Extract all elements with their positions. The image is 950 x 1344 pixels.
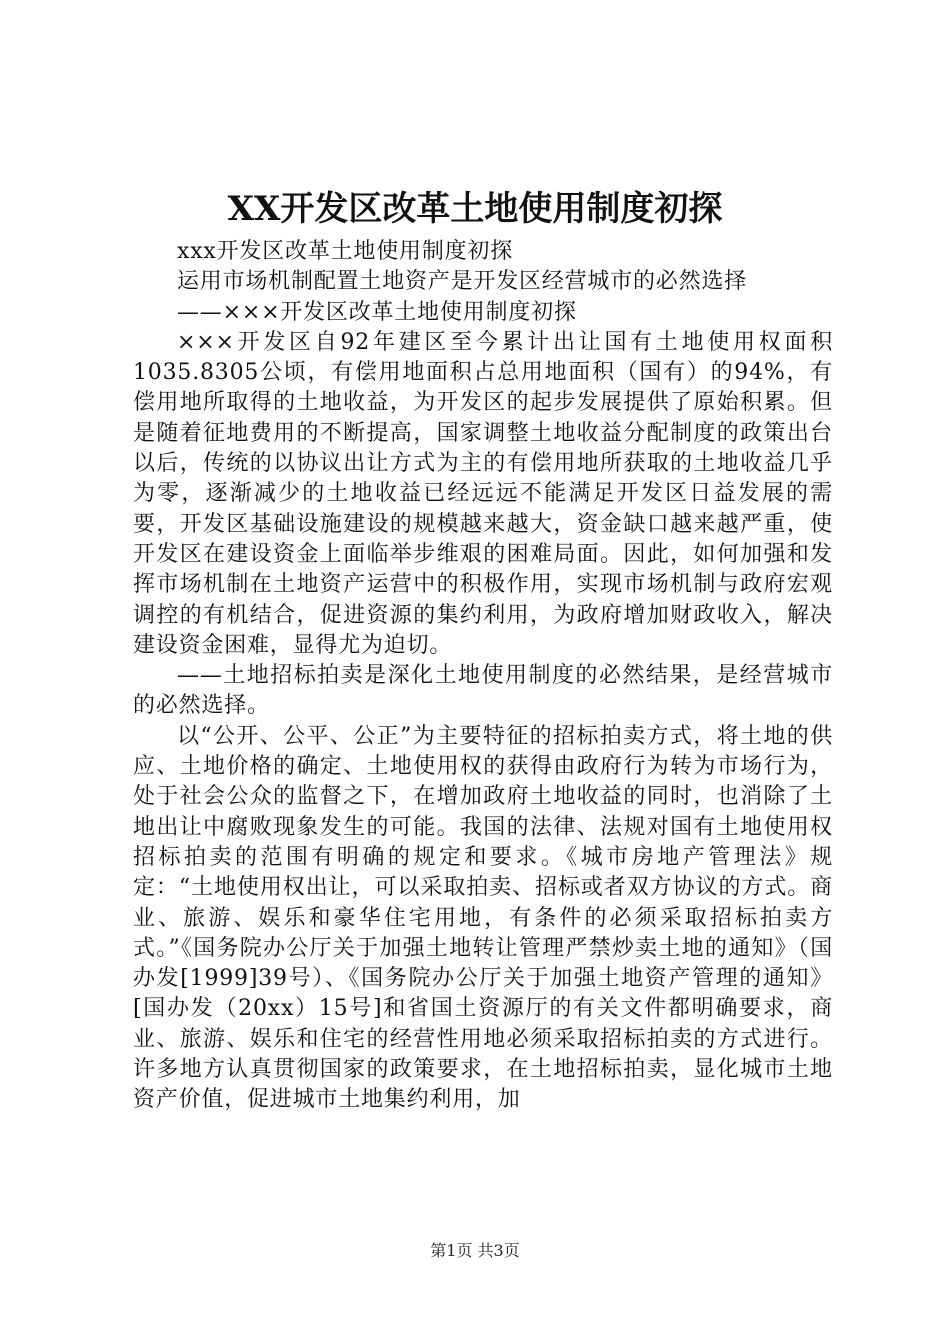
paragraph: 以“公开、公平、公正”为主要特征的招标拍卖方式，将土地的供应、土地价格的确定、土地使用权的获得由政府行为转为市场行为，处于社会公众的监督之下，在增加政府土地收益的同时，也消除了土地出让中腐败现象发生的可能。我国的法律、法规对国有土地使用权招标拍卖的范围有明确的规定和要求。《城市房地产管理法》规定：“土地使用权出让，可以采取拍卖、招标或者双方协议的方式。商业、旅游、娱乐和豪华住宅用地，有条件的必须采取招标拍卖方式。”《国务院办公厅关于加强土地转让管理严禁炒卖土地的通知》（国办发[1999]39号）、《国务院办公厅关于加强土地资产管理的通知》[国办发（20xx）15号]和省国土资源厅的有关文件都明确要求，商业、旅游、娱乐和住宅的经营性用地必须采取招标拍卖的方式进行。许多地方认真贯彻国家的政策要求，在土地招标拍卖，显化城市土地资产价值，促进城市土地集约利用，加 (133, 723, 833, 1113)
page-footer: 第1页 共3页 (430, 1241, 520, 1260)
paragraph: ——×××开发区改革土地使用制度初探 (177, 299, 577, 325)
paragraph: ——土地招标拍卖是深化土地使用制度的必然结果，是经营城市的必然选择。 (133, 663, 833, 719)
paragraph: xxx开发区改革土地使用制度初探 (177, 239, 514, 264)
document-body (133, 237, 833, 1116)
paragraph: 运用市场机制配置土地资产是开发区经营城市的必然选择 (177, 269, 748, 295)
paragraph: ×××开发区自92年建区至今累计出让国有土地使用权面积1035.8305公顷，有偿用地面积占总用地面积（国有）的94%，有偿用地所取得的土地收益，为开发区的起步发展提供了原始积累。但是随着征地费用的不断提高，国家调整土地收益分配制度的政策出台以后，传统的以协议出让方式为主的有偿用地所获取的土地收益几乎为零，逐渐减少的土地收益已经远远不能满足开发区日益发展的需要，开发区基础设施建设的规模越来越大，资金缺口越来越严重，使开发区在建设资金上面临举步维艰的困难局面。因此，如何加强和发挥市场机制在土地资产运营中的积极作用，实现市场机制与政府宏观调控的有机结合，促进资源的集约利用，为政府增加财政收入，解决建设资金困难，显得尤为迫切。 (133, 329, 833, 658)
document-title: XX开发区改革土地使用制度初探 (227, 189, 723, 229)
